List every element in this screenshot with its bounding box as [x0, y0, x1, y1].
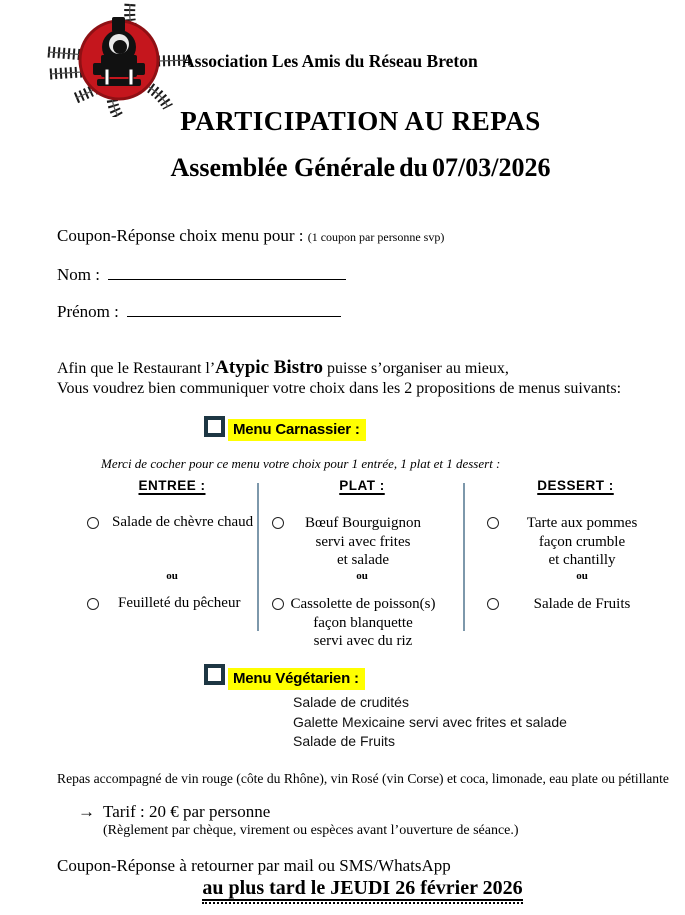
- dessert-header: DESSERT :: [537, 478, 614, 493]
- coupon-note: (1 coupon par personne svp): [307, 230, 445, 244]
- plat-option2-line3: servi avec du riz: [313, 633, 413, 650]
- prenom-input-line[interactable]: [127, 300, 341, 317]
- column-divider-2: [463, 483, 465, 631]
- column-divider-1: [257, 483, 259, 631]
- coupon-label: Coupon-Réponse choix menu pour :: [57, 226, 304, 245]
- subtitle-main: Assemblée Générale: [170, 153, 396, 182]
- vegetarien-items: [293, 693, 567, 752]
- vegetarien-item-1: Salade de crudités: [293, 694, 409, 710]
- dessert-option1-line3: et chantilly: [548, 552, 616, 569]
- intro-line1: [57, 357, 509, 379]
- coupon-line: [57, 226, 444, 246]
- train-logo-icon: [46, 3, 192, 117]
- vegetarien-item-2: Galette Mexicaine servi avec frites et salade: [293, 713, 567, 730]
- return-line: Coupon-Réponse à retourner par mail ou SMS/WhatsApp: [57, 856, 451, 875]
- prenom-label: Prénom :: [57, 302, 119, 321]
- menu-vegetarien-header: [228, 668, 365, 690]
- plat-header: PLAT :: [339, 478, 385, 493]
- plat-or: ou: [356, 570, 368, 582]
- nom-input-line[interactable]: [108, 263, 346, 280]
- page-title-text: PARTICIPATION AU REPAS: [180, 106, 541, 136]
- intro-line1-pre: Afin que le Restaurant l’: [57, 360, 216, 377]
- vegetarien-item-3: Salade de Fruits: [293, 733, 395, 750]
- carnassier-note: Merci de cocher pour ce menu votre choix pour 1 entrée, 1 plat et 1 dessert :: [101, 456, 501, 471]
- dessert-option1-line2: façon crumble: [538, 533, 626, 550]
- dessert-option2: Salade de Fruits: [533, 596, 631, 612]
- drinks-line: Repas accompagné de vin rouge (côte du Rhône), vin Rosé (vin Corse) et coca, limonade, eau plate ou pétillante: [57, 771, 669, 786]
- menu-carnassier-label: Menu Carnassier :: [228, 419, 366, 441]
- plat-option1-line1: Bœuf Bourguignon: [305, 515, 421, 531]
- deadline-underline: [202, 877, 522, 904]
- entree-option1: Salade de chèvre chaud: [112, 514, 254, 530]
- plat-option2-line2: façon blanquette: [313, 614, 413, 631]
- payment-note: (Règlement par chèque, virement ou espèces avant l’ouverture de séance.): [103, 823, 519, 838]
- nom-label: Nom :: [57, 265, 100, 284]
- prenom-row: [57, 300, 341, 322]
- menu-carnassier-header: [228, 419, 366, 441]
- deadline-text: au plus tard le JEUDI 26 février 2026: [202, 877, 523, 899]
- plat-option1-line3: et salade: [336, 552, 390, 569]
- plat-option1-line2: servi avec frites: [315, 533, 411, 550]
- menu-vegetarien-label: Menu Végétarien :: [228, 668, 365, 690]
- subtitle: [18, 153, 685, 183]
- plat-option1: [275, 514, 451, 570]
- menu-vegetarien-checkbox[interactable]: [204, 664, 225, 685]
- nom-row: [57, 263, 346, 285]
- radio-entree-option1[interactable]: [87, 517, 99, 529]
- tarif-line: Tarif : 20 € par personne: [103, 802, 271, 821]
- plat-option2-line1: Cassolette de poisson(s): [290, 596, 436, 612]
- dessert-or: ou: [576, 570, 588, 582]
- subtitle-date: 07/03/2026: [432, 153, 551, 182]
- intro-line2: Vous voudrez bien communiquer votre choix dans les 2 propositions de menus suivants:: [57, 380, 622, 397]
- entree-header: ENTREE :: [138, 478, 206, 493]
- dessert-option1: [498, 514, 666, 570]
- deadline-row: [20, 877, 685, 904]
- dessert-option1-line1: Tarte aux pommes: [526, 515, 638, 531]
- association-name: Association Les Amis du Réseau Breton: [182, 51, 478, 71]
- page-title: [18, 106, 685, 137]
- intro-line1-post: puisse s’organiser au mieux,: [323, 360, 509, 377]
- radio-entree-option2[interactable]: [87, 598, 99, 610]
- entree-or: ou: [166, 570, 178, 582]
- plat-option2: [275, 595, 451, 651]
- entree-option2: Feuilleté du pêcheur: [118, 595, 241, 611]
- subtitle-du: du: [399, 153, 428, 182]
- restaurant-name: Atypic Bistro: [215, 357, 324, 378]
- arrow-icon: →: [78, 802, 95, 821]
- menu-carnassier-checkbox[interactable]: [204, 416, 225, 437]
